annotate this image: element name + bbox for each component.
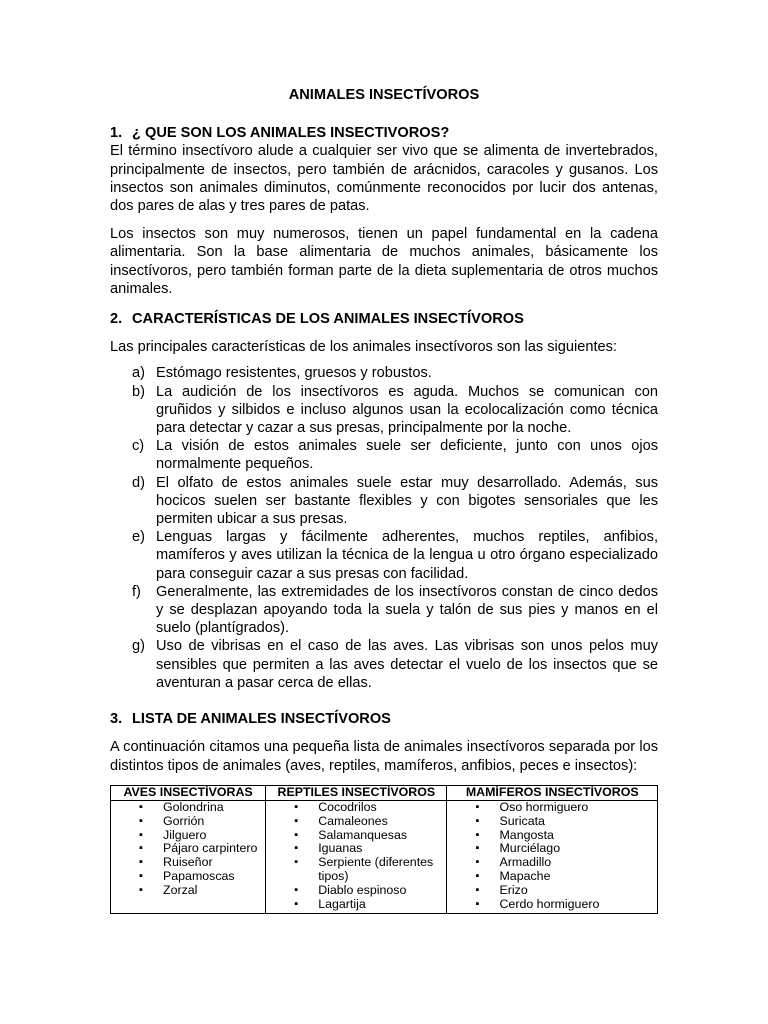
characteristics-list [110,364,658,692]
list-item: ▪ Suricata [451,815,653,829]
list-item-text: Generalmente, las extremidades de los insectívoros constan de cinco dedos y se desplazan apoyando toda la suela y talón de sus pies y manos en el suelo (plantígrados). [156,583,658,637]
list-item-marker: e) [132,529,145,546]
list-item-text: Estómago resistentes, gruesos y robustos. [156,365,432,382]
list-item: ▪ Cocodrilos [270,801,442,815]
list-item: ▪ Lagartija [270,898,442,912]
list-item: ▪ Erizo [451,884,653,898]
list-item-marker: a) [132,365,145,382]
table-header-mammals: MAMÍFEROS INSECTÍVOROS [447,785,658,800]
list-item: ▪ Golondrina [115,801,261,815]
list-item: ▪ Cerdo hormiguero [451,898,653,912]
table-cell-reptiles [266,800,447,913]
list-item: ▪ Mapache [451,870,653,884]
section-1-heading-text: ¿ QUE SON LOS ANIMALES INSECTIVOROS? [132,125,450,142]
list-item-text: El olfato de estos animales suele estar muy desarrollado. Además, sus hocicos suelen ser bastante flexibles y con bigotes sensoriales que les permiten ubicar a sus presas. [156,474,658,528]
list-item-marker: g) [132,638,145,655]
list-item-marker: c) [132,438,145,455]
list-item [110,364,658,382]
document-page [110,86,658,914]
list-item-text: La visión de estos animales suele ser deficiente, junto con unos ojos normalmente pequeños. [156,438,658,473]
section-2-heading-text: CARACTERÍSTICAS DE LOS ANIMALES INSECTÍVOROS [132,311,524,328]
list-item [110,583,658,638]
list-item: ▪ Jilguero [115,829,261,843]
list-item-marker: f) [132,583,141,600]
birds-list [115,801,261,898]
section-2-heading [110,310,658,328]
list-item: ▪ Oso hormiguero [451,801,653,815]
list-item: ▪ Diablo espinoso [270,884,442,898]
list-item: ▪ Armadillo [451,856,653,870]
section-2-number: 2. [110,311,123,328]
list-item [110,383,658,438]
list-item-text: Lenguas largas y fácilmente adherentes, muchos reptiles, anfibios, mamíferos y aves utilizan la técnica de la lengua u otro órgano especializado para conseguir cazar a sus presas con facilidad. [156,529,658,582]
list-item: ▪ Mangosta [451,829,653,843]
section-3-heading-text: LISTA DE ANIMALES INSECTÍVOROS [132,711,391,728]
table-row [111,800,658,913]
table-cell-birds [111,800,266,913]
list-item: ▪ Pájaro carpintero [115,842,261,856]
section-3-number: 3. [110,711,123,728]
list-item [110,637,658,692]
section-2-intro: Las principales características de los animales insectívoros son las siguientes: [110,339,617,356]
list-item [110,528,658,583]
list-item: ▪ Salamanquesas [270,829,442,843]
list-item: ▪ Murciélago [451,842,653,856]
insectivores-table [110,785,658,914]
list-item: ▪ Gorrión [115,815,261,829]
document-title: ANIMALES INSECTÍVOROS [288,87,480,103]
list-item-marker: b) [132,383,145,400]
list-item [110,437,658,473]
list-item [110,474,658,529]
table-header-row [111,785,658,800]
list-item: ▪ Ruiseñor [115,856,261,870]
list-item: ▪ Papamoscas [115,870,261,884]
list-item: ▪ Camaleones [270,815,442,829]
table-cell-mammals [447,800,658,913]
section-1-heading [110,124,658,142]
list-item-marker: d) [132,474,145,491]
section-1-paragraph-2: Los insectos son muy numerosos, tienen un papel fundamental en la cadena alimentaria. Son la base alimentaria de muchos animales, básicamente los insectívoros, pero también forman parte de la dieta suplementaria de otros muchos animales. [110,226,658,297]
section-1-paragraph-1: El término insectívoro alude a cualquier ser vivo que se alimenta de invertebrados, principalmente de insectos, pero también de arácnidos, caracoles y gusanos. Los insectos son animales diminutos, comúnmente reconocidos por lucir dos antenas, dos pares de alas y tres pares de patas. [110,143,658,215]
section-1-number: 1. [110,125,123,142]
list-item: ▪ Zorzal [115,884,261,898]
list-item: ▪ Serpiente (diferentes tipos) [270,856,442,884]
table-header-reptiles: REPTILES INSECTÍVOROS [266,785,447,800]
list-item: ▪ Iguanas [270,842,442,856]
list-item-text: La audición de los insectívoros es aguda. Muchos se comunican con gruñidos y silbidos e incluso algunos usan la ecolocalización como técnica para detectar y cazar a sus presas, principalmente por la noche. [156,383,658,437]
reptiles-list [270,801,442,912]
section-3-intro: A continuación citamos una pequeña lista de animales insectívoros separada por los distintos tipos de animales (aves, reptiles, mamíferos, anfibios, peces e insectos): [110,739,658,774]
section-3-heading [110,710,658,728]
mammals-list [451,801,653,912]
table-header-birds: AVES INSECTÍVORAS [111,785,266,800]
list-item-text: Uso de vibrisas en el caso de las aves. Las vibrisas son unos pelos muy sensibles que permiten a las aves detectar el vuelo de los insectos que se aventuran a pasar cerca de ellas. [156,638,658,691]
